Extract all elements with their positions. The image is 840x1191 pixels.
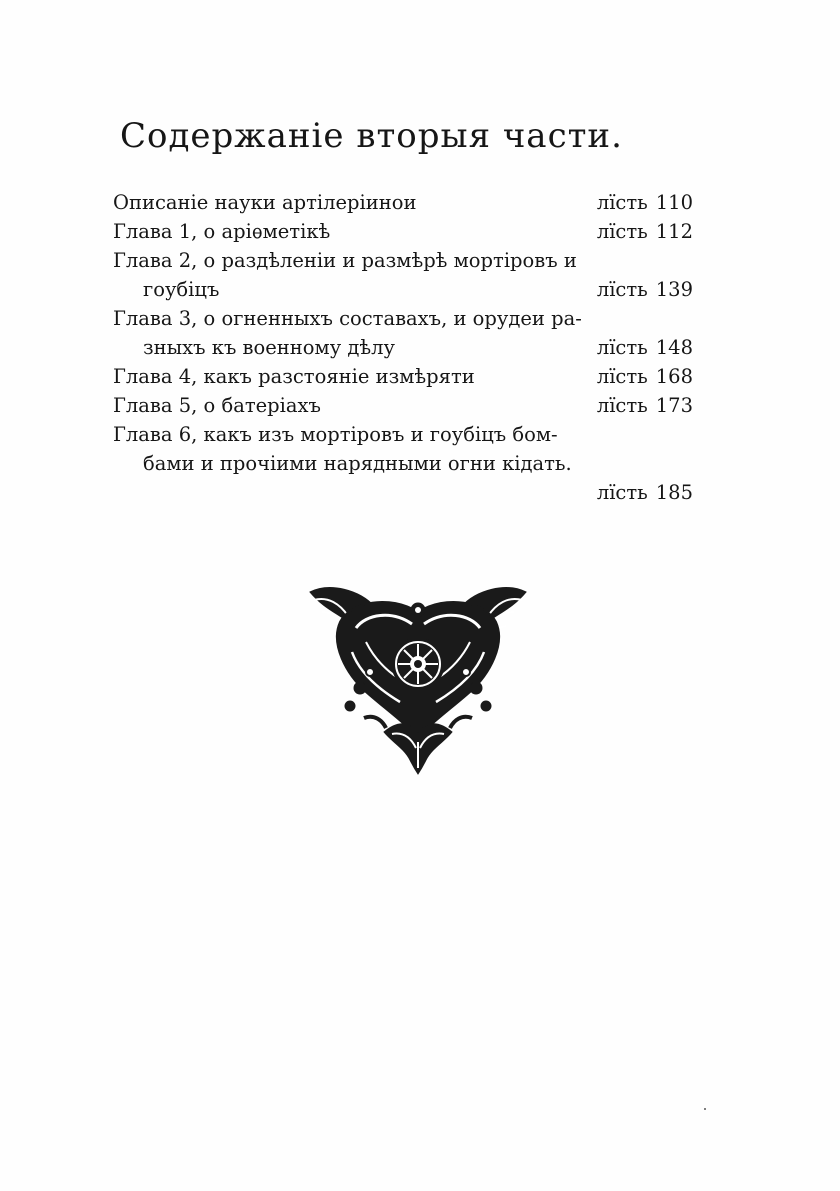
toc-entry-text: Глава 3, о огненныхъ составахъ, и орудеи ра-	[113, 307, 582, 330]
page-title: Содержаніе вторыя части.	[120, 116, 623, 156]
toc-page-ref: лїсть 185	[596, 481, 693, 504]
toc-page-ref: лїсть 110	[596, 191, 693, 214]
toc-entry-text: Описаніе науки артілеріинои	[113, 191, 417, 214]
toc-entry-text: бами и прочіими нарядными огни кідать.	[143, 452, 572, 475]
toc-page-ref: лїсть 148	[596, 336, 693, 359]
toc-entry-continuation	[113, 333, 693, 362]
toc-entry-text: зныхъ къ военному дѣлу	[143, 336, 396, 359]
toc-entry	[113, 188, 693, 217]
floral-ornament-icon	[300, 582, 536, 778]
toc-entry	[113, 246, 693, 275]
toc-entry	[113, 217, 693, 246]
toc-entry-text: Глава 4, какъ разстояніе измѣряти	[113, 365, 475, 388]
toc-entry-continuation	[113, 275, 693, 304]
table-of-contents	[113, 188, 693, 507]
ink-speck	[704, 1108, 706, 1110]
toc-page-ref: лїсть 173	[596, 394, 693, 417]
toc-page-ref: лїсть 139	[596, 278, 693, 301]
toc-entry-continuation	[113, 449, 693, 478]
toc-entry-continuation	[113, 478, 693, 507]
toc-page-ref: лїсть 112	[596, 220, 693, 243]
toc-entry	[113, 391, 693, 420]
toc-entry-text: Глава 2, о раздѣленіи и размѣрѣ мортіровъ и	[113, 249, 577, 272]
toc-entry-text: Глава 1, о аріѳметікѣ	[113, 220, 331, 243]
toc-page-ref: лїсть 168	[596, 365, 693, 388]
toc-entry-text: гоубіцъ	[143, 278, 220, 301]
toc-entry-text: Глава 6, какъ изъ мортіровъ и гоубіцъ бом-	[113, 423, 558, 446]
toc-entry	[113, 420, 693, 449]
toc-entry	[113, 304, 693, 333]
toc-entry	[113, 362, 693, 391]
toc-entry-text: Глава 5, о батеріахъ	[113, 394, 321, 417]
